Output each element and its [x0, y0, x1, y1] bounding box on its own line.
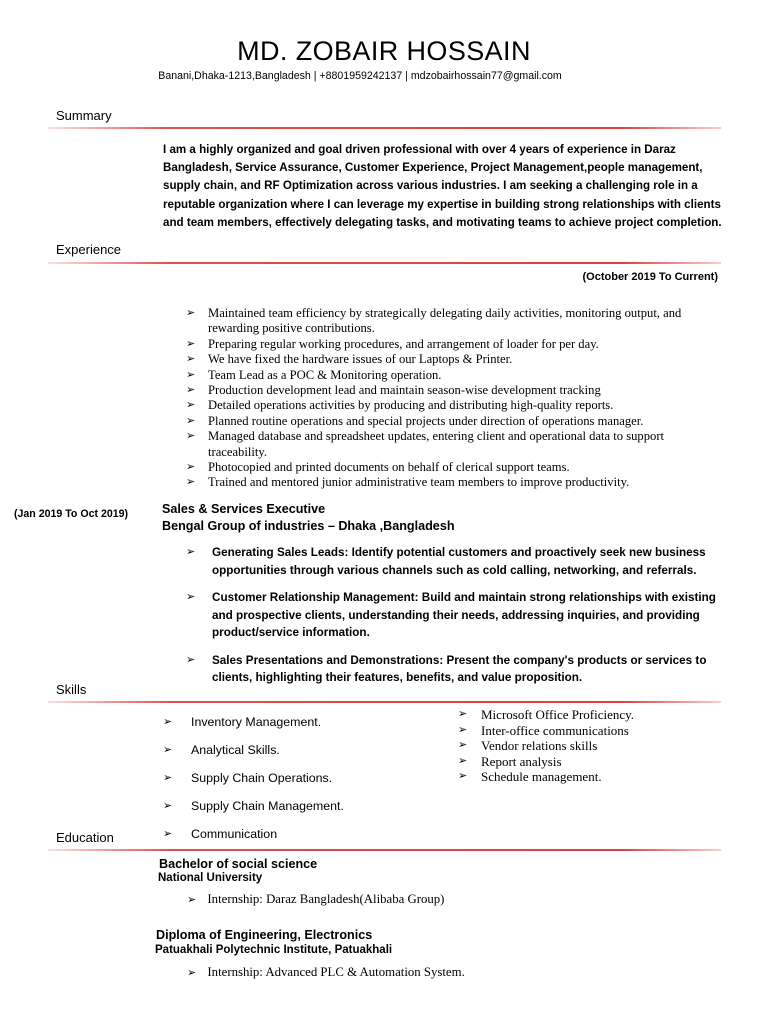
skills-left	[163, 714, 433, 838]
job1-bullet-text: Planned routine operations and special projects under direction of operations manager.	[208, 413, 644, 428]
job1-bullet	[186, 337, 686, 352]
job1-bullet	[186, 368, 686, 383]
job2-bullet-text: Customer Relationship Management: Build and maintain strong relationships with existing and prospective clients, understanding their needs, addressing inquiries, and providing product/service information.	[212, 591, 716, 639]
bullet-arrow-icon: ➢	[163, 716, 173, 728]
skill-item-text: Microsoft Office Proficiency.	[481, 707, 635, 722]
bullet-arrow-icon: ➢	[186, 384, 196, 397]
edu1-bullet-text: Internship: Daraz Bangladesh(Alibaba Group)	[207, 892, 445, 906]
bullet-arrow-icon: ➢	[458, 754, 468, 767]
bullet-arrow-icon: ➢	[163, 800, 173, 812]
summary-text: I am a highly organized and goal driven professional with over 4 years of experience in Daraz Bangladesh, Service Assurance, Customer Experience, Project Management,people management, supply chain, and RF Optimization across various industries. I am seeking a challenging role in a reputable organization where I can leverage my expertise in building strong relationships with clients and team members, effectively delegating tasks, and motivating teams to achieve project completion.	[163, 143, 722, 229]
job1-date: (October 2019 To Current)	[582, 271, 718, 283]
skill-item	[458, 707, 728, 723]
job2-company: Bengal Group of industries – Dhaka ,Bangladesh	[162, 519, 455, 533]
job2-bullet	[186, 589, 726, 642]
bullet-arrow-icon: ➢	[163, 772, 173, 784]
skill-item	[163, 798, 433, 826]
skill-item	[458, 769, 728, 785]
edu2-degree: Diploma of Engineering, Electronics	[156, 928, 373, 942]
bullet-arrow-icon: ➢	[186, 337, 196, 350]
skill-item-text: Analytical Skills.	[191, 743, 280, 757]
edu2-bullet-text: Internship: Advanced PLC & Automation System.	[207, 965, 465, 979]
section-rule-education	[48, 849, 721, 851]
bullet-arrow-icon: ➢	[186, 430, 196, 443]
job1-bullets	[186, 306, 686, 494]
job1-bullet	[186, 383, 686, 398]
bullet-arrow-icon: ➢	[163, 828, 173, 838]
skill-item-text: Communication	[191, 827, 278, 838]
job2-title: Sales & Services Executive	[162, 502, 326, 516]
skill-item-text: Vendor relations skills	[481, 738, 598, 754]
skill-item	[458, 723, 728, 739]
section-rule-summary	[48, 127, 721, 129]
job1-bullet-text: Production development lead and maintain season-wise development tracking	[208, 383, 601, 398]
job1-bullet-text: Preparing regular working procedures, and arrangement of loader for per day.	[208, 336, 599, 351]
section-heading-skills: Skills	[56, 682, 87, 697]
bullet-arrow-icon: ➢	[186, 653, 196, 666]
job1-bullet-text: Team Lead as a POC & Monitoring operation.	[208, 367, 442, 382]
job2-bullets	[186, 544, 726, 687]
bullet-arrow-icon: ➢	[163, 744, 173, 756]
job1-bullet	[186, 306, 686, 337]
job1-bullet	[186, 475, 686, 490]
edu2-bullet	[187, 965, 465, 980]
skill-item-text: Schedule management.	[481, 769, 602, 785]
edu1-institution: National University	[158, 872, 263, 884]
skill-item-text: Supply Chain Management.	[191, 799, 344, 813]
job1-bullet	[186, 429, 686, 460]
skill-item-text: Inventory Management.	[191, 715, 322, 729]
section-rule-skills	[48, 701, 721, 703]
job1-bullet	[186, 460, 686, 475]
resume-name: MD. ZOBAIR HOSSAIN	[237, 36, 531, 66]
bullet-arrow-icon: ➢	[186, 399, 196, 412]
section-rule-experience	[48, 262, 721, 264]
skill-item	[458, 738, 728, 754]
bullet-arrow-icon: ➢	[186, 461, 196, 474]
job1-bullet-text: Photocopied and printed documents on behalf of clerical support teams.	[208, 460, 570, 475]
bullet-arrow-icon: ➢	[458, 770, 468, 783]
edu1-degree: Bachelor of social science	[159, 857, 318, 871]
edu1-bullet	[187, 892, 444, 907]
bullet-arrow-icon: ➢	[458, 708, 468, 720]
bullet-arrow-icon: ➢	[186, 368, 196, 381]
section-heading-education: Education	[56, 830, 114, 845]
job1-bullet-text: Trained and mentored junior administrative team members to improve productivity.	[208, 475, 630, 490]
skill-item-text: Report analysis	[481, 753, 562, 769]
bullet-arrow-icon: ➢	[186, 591, 196, 603]
section-heading-experience: Experience	[56, 242, 122, 257]
edu2-institution: Patuakhali Polytechnic Institute, Patuakhali	[155, 944, 393, 956]
skill-item	[163, 770, 433, 798]
skills-right	[458, 707, 728, 785]
job2-date: (Jan 2019 To Oct 2019)	[14, 508, 129, 520]
job1-bullet	[186, 352, 686, 367]
job2-bullet	[186, 544, 726, 579]
job1-bullet-text: We have fixed the hardware issues of our Laptops & Printer.	[208, 352, 513, 367]
bullet-arrow-icon: ➢	[458, 723, 468, 736]
section-heading-summary: Summary	[56, 108, 112, 123]
job2-bullet	[186, 652, 726, 687]
job2-bullet-text: Generating Sales Leads: Identify potential customers and proactively seek new business opportunities through various channels such as cold calling, networking, and referrals.	[212, 546, 706, 577]
bullet-arrow-icon: ➢	[458, 739, 468, 752]
bullet-arrow-icon: ➢	[186, 414, 196, 427]
skill-item-text: Inter-office communications	[481, 722, 629, 738]
skill-item	[163, 742, 433, 770]
job1-bullet	[186, 398, 686, 413]
job1-bullet-text: Detailed operations activities by producing and distributing high-quality reports.	[208, 398, 614, 413]
job1-bullet-text: Maintained team efficiency by strategically delegating daily activities, monitoring output, and rewarding positive contributions.	[208, 306, 682, 336]
skill-item	[163, 714, 433, 742]
bullet-arrow-icon: ➢	[186, 307, 196, 319]
bullet-arrow-icon: ➢	[186, 353, 196, 366]
bullet-arrow-icon: ➢	[187, 894, 197, 906]
skill-item	[458, 754, 728, 770]
contact-line: Banani,Dhaka-1213,Bangladesh | +8801959242137 | mdzobairhossain77@gmail.com	[158, 70, 562, 82]
skill-item-text: Supply Chain Operations.	[191, 771, 333, 785]
bullet-arrow-icon: ➢	[187, 967, 197, 979]
job1-bullet	[186, 414, 686, 429]
job2-bullet-text: Sales Presentations and Demonstrations: Present the company's products or services to clients, highlighting their features, benefits, and value proposition.	[212, 653, 707, 684]
job1-bullet-text: Managed database and spreadsheet updates, entering client and operational data to support traceability.	[208, 429, 665, 459]
skill-item	[163, 826, 433, 838]
bullet-arrow-icon: ➢	[186, 476, 196, 489]
bullet-arrow-icon: ➢	[186, 546, 196, 558]
